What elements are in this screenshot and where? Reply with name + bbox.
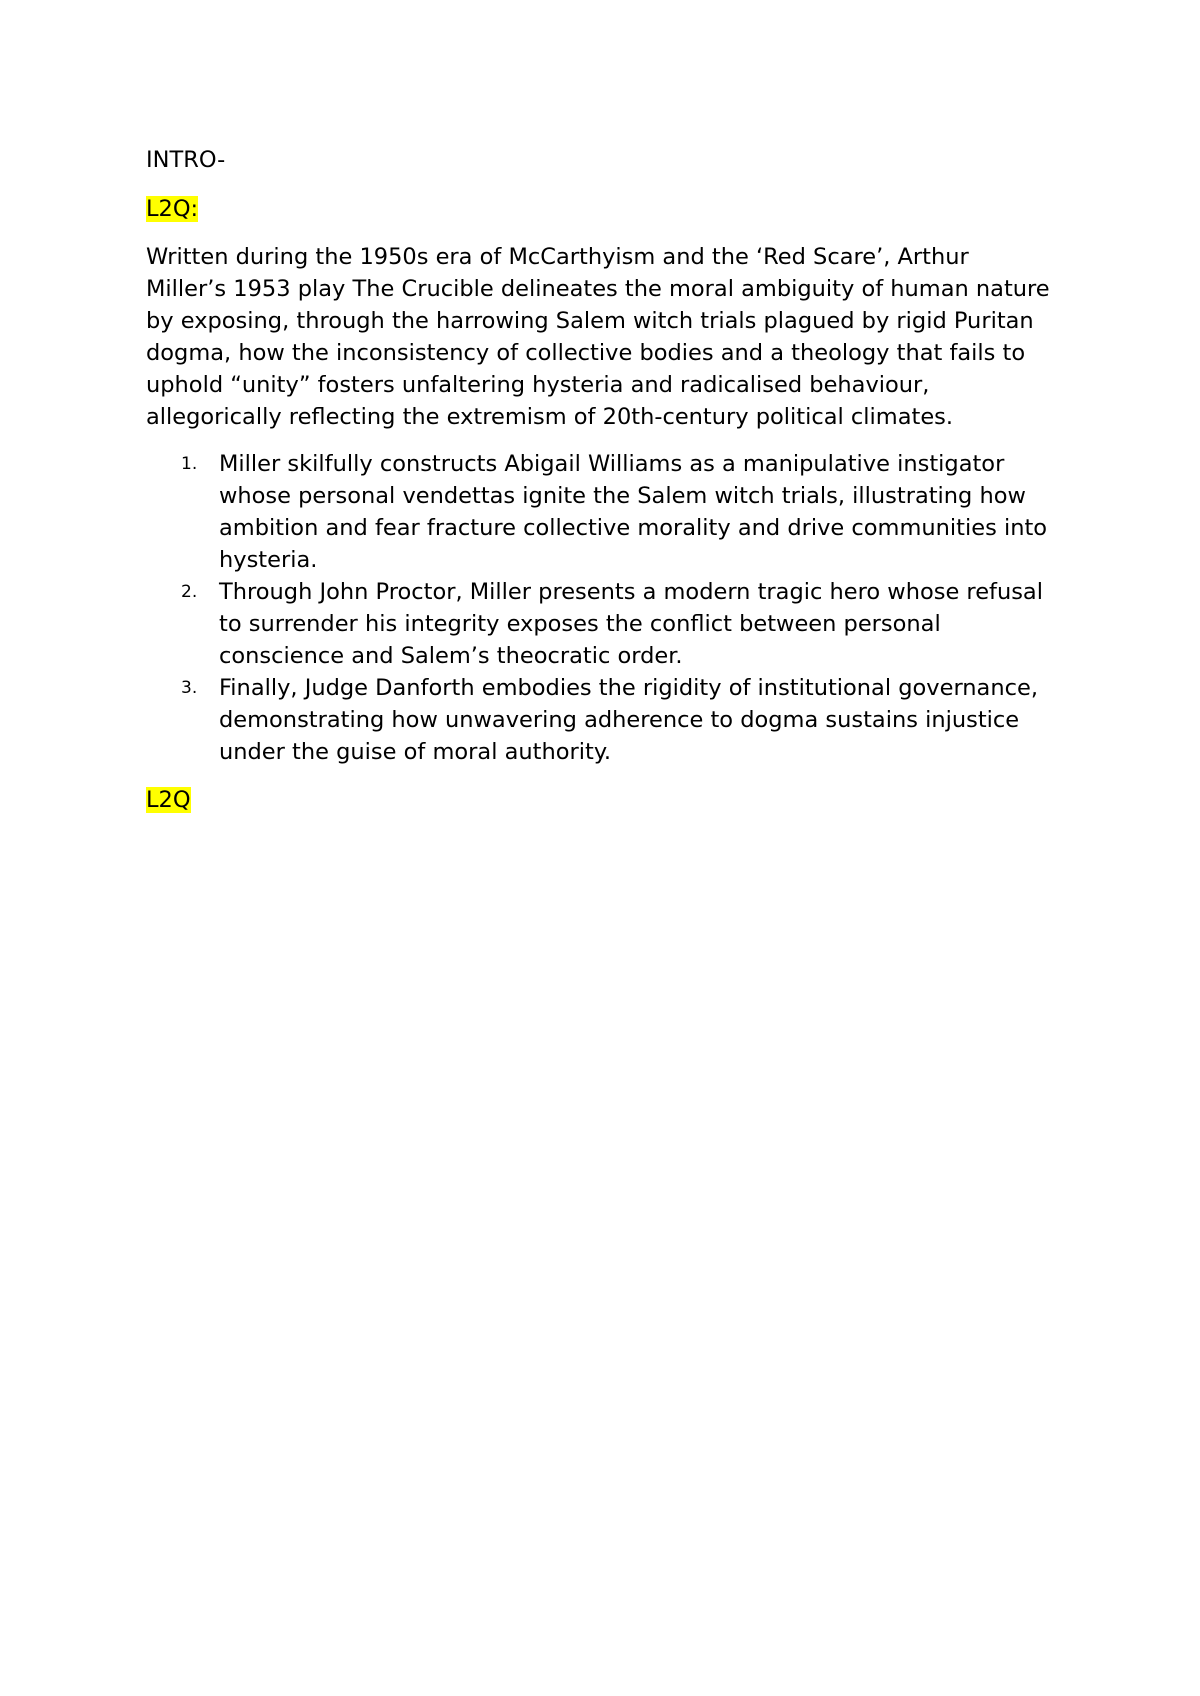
list-item-text: Miller skilfully constructs Abigail Williams as a manipulative instigator whose personal vendettas ignite the Salem witch trials, illustrating how ambition and fear fracture collective morality and drive communities into hysteria. (219, 451, 1048, 573)
list-item-number: 3. (181, 678, 198, 698)
list-item-number: 2. (181, 582, 198, 602)
list-item-text: Finally, Judge Danforth embodies the rigidity of institutional governance, demonstrating how unwavering adherence to dogma sustains injustice under the guise of moral authority. (219, 675, 1038, 765)
intro-heading: INTRO- (146, 147, 226, 173)
document-body (146, 144, 1056, 816)
list-item-number: 1. (181, 454, 198, 474)
l2q-label-second (146, 784, 1056, 816)
thesis-paragraph: Written during the 1950s era of McCarthyism and the ‘Red Scare’, Arthur Miller’s 1953 play The Crucible delineates the moral ambiguity of human nature by exposing, through the harrowing Salem witch trials plagued by rigid Puritan dogma, how the inconsistency of collective bodies and a theology that fails to uphold “unity” fosters unfaltering hysteria and radicalised behaviour, allegorically reflecting the extremism of 20th-century political climates. (146, 244, 1050, 430)
list-item (146, 448, 1056, 576)
l2q-highlight: L2Q: (146, 196, 199, 222)
list-item-text: Through John Proctor, Miller presents a modern tragic hero whose refusal to surrender his integrity exposes the conflict between personal conscience and Salem’s theocratic order. (219, 579, 1043, 669)
list-item (146, 672, 1056, 768)
l2q-highlight-second: L2Q (146, 787, 191, 813)
list-item (146, 576, 1056, 672)
body-paragraph-points-list (146, 448, 1056, 768)
l2q-label (146, 193, 1056, 225)
